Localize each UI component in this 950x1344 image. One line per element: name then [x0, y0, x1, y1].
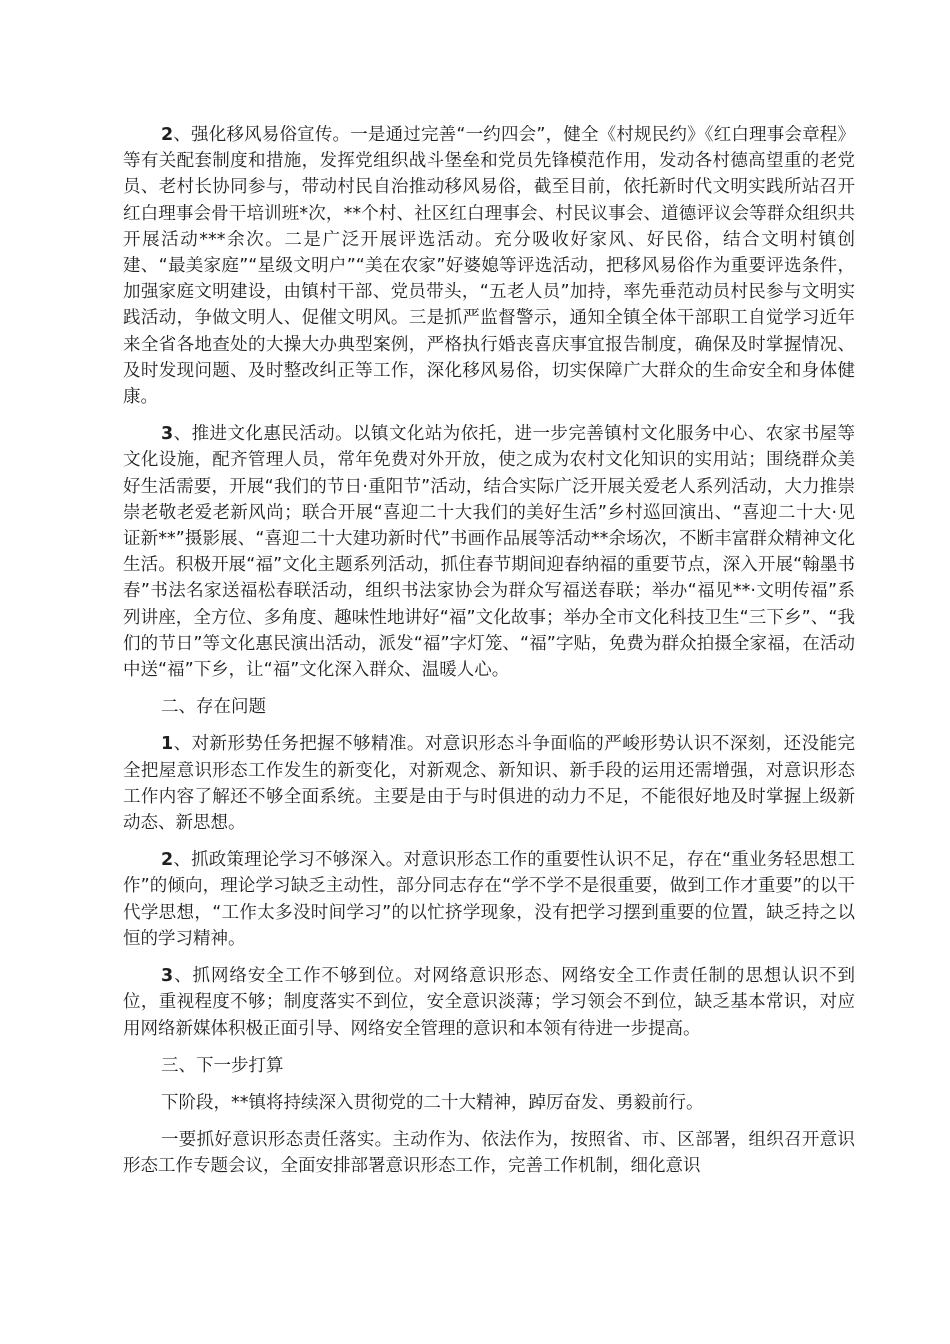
paragraph-3-culture-activities [123, 421, 855, 683]
paragraph-text: 、对新形势任务把握不够精准。对意识形态斗争面临的严峻形势认识不深刻，还没能完全把屋意识形态工作发生的新变化，对新观念、新知识、新手段的运用还需增强，对意识形态工作内容了解还不够全面系统。主要是由于与时俱进的动力不足，不能很好地及时掌握上级新动态、新思想。 [123, 734, 855, 834]
paragraph-next-stage: 下阶段，**镇将持续深入贯彻党的二十大精神，踔厉奋发、勇毅前行。 [161, 1092, 704, 1113]
paragraph-problem-3 [123, 963, 855, 1042]
paragraph-text: 、强化移风易俗宣传。一是通过完善“一约四会”，健全《村规民约》《红白理事会章程》等有关配套制度和措施，发挥党组织战斗堡垒和党员先锋模范作用，发动各村德高望重的老党员、老村长协同参与，带动村民自治推动移风易俗，截至目前，依托新时代文明实践所站召开红白理事会骨干培训班*次，**个村、社区红白理事会、村民议事会、道德评议会等群众组织共开展活动***余次。二是广泛开展评选活动。充分吸收好家风、好民俗，结合文明村镇创建、“最美家庭”“星级文明户”“美在农家”好婆媳等评选活动，把移风易俗作为重要评选条件，加强家庭文明建设，由镇村干部、党员带头，“五老人员”加持，率先垂范动员村民参与文明实践活动，争做文明人、促催文明风。三是抓严监督警示，通知全镇全体干部职工自觉学习近年来全省各地查处的大操大办典型案例，严格执行婚丧喜庆事宜报告制度，确保及时掌握情况、及时发现问题、及时整改纠正等工作，深化移风易俗，切实保障广大群众的生命安全和身体健康。 [123, 125, 855, 408]
paragraph-number: 2 [161, 850, 174, 871]
paragraph-problem-1 [123, 731, 855, 836]
paragraph-problem-2 [123, 847, 855, 952]
section-heading-next-steps: 三、下一步打算 [161, 1055, 284, 1076]
paragraph-text: 、抓政策理论学习不够深入。对意识形态工作的重要性认识不足，存在“重业务轻思想工作”的倾向，理论学习缺乏主动性，部分同志存在“学不学不是很重要，做到工作才重要”的以干代学思想，“工作太多没时间学习”的以忙挤学现象，没有把学习摆到重要的位置，缺乏持之以恒的学习精神。 [123, 850, 855, 949]
section-heading-problems: 二、存在问题 [161, 697, 266, 718]
paragraph-2-customs-reform [123, 122, 855, 410]
paragraph-number: 2 [161, 125, 174, 145]
paragraph-number: 3 [161, 966, 174, 987]
document-body [123, 122, 855, 1191]
paragraph-text: 、推进文化惠民活动。以镇文化站为依托，进一步完善镇村文化服务中心、农家书屋等文化设施，配齐管理人员，常年免费对外开放，使之成为农村文化知识的实用站；围绕群众美好生活需要，开展“我们的节日·重阳节”活动，结合实际广泛开展关爱老人系列活动，大力推崇崇老敬老爱老新风尚；联合开展“喜迎二十大我们的美好生活”乡村巡回演出、“喜迎二十大·见证新**”摄影展、“喜迎二十大建功新时代”书画作品展等活动**余场次，不断丰富群众精神文化生活。积极开展“福”文化主题系列活动，抓住春节期间迎春纳福的重要节点，深入开展“翰墨书春”书法名家送福松春联活动，组织书法家协会为群众写福送春联；举办“福见**·文明传福”系列讲座，全方位、多角度、趣味性地讲好“福”文化故事；举办全市文化科技卫生“三下乡”、“我们的节日”等文化惠民演出活动，派发“福”字灯笼、“福”字贴，免费为群众拍摄全家福，在活动中送“福”下乡，让“福”文化深入群众、温暖人心。 [123, 424, 855, 681]
paragraph-text: 、抓网络安全工作不够到位。对网络意识形态、网络安全工作责任制的思想认识不到位，重视程度不够；制度落实不到位，安全意识淡薄；学习领会不到位，缺乏基本常识，对应用网络新媒体积极正面引导、网络安全管理的意识和本领有待进一步提高。 [123, 966, 855, 1039]
paragraph-ideology-responsibility: 一要抓好意识形态责任落实。主动作为、依法作为，按照省、市、区部署，组织召开意识形态工作专题会议，全面安排部署意识形态工作，完善工作机制，细化意识 [123, 1130, 855, 1177]
paragraph-number: 1 [161, 734, 174, 755]
paragraph-number: 3 [161, 424, 174, 445]
